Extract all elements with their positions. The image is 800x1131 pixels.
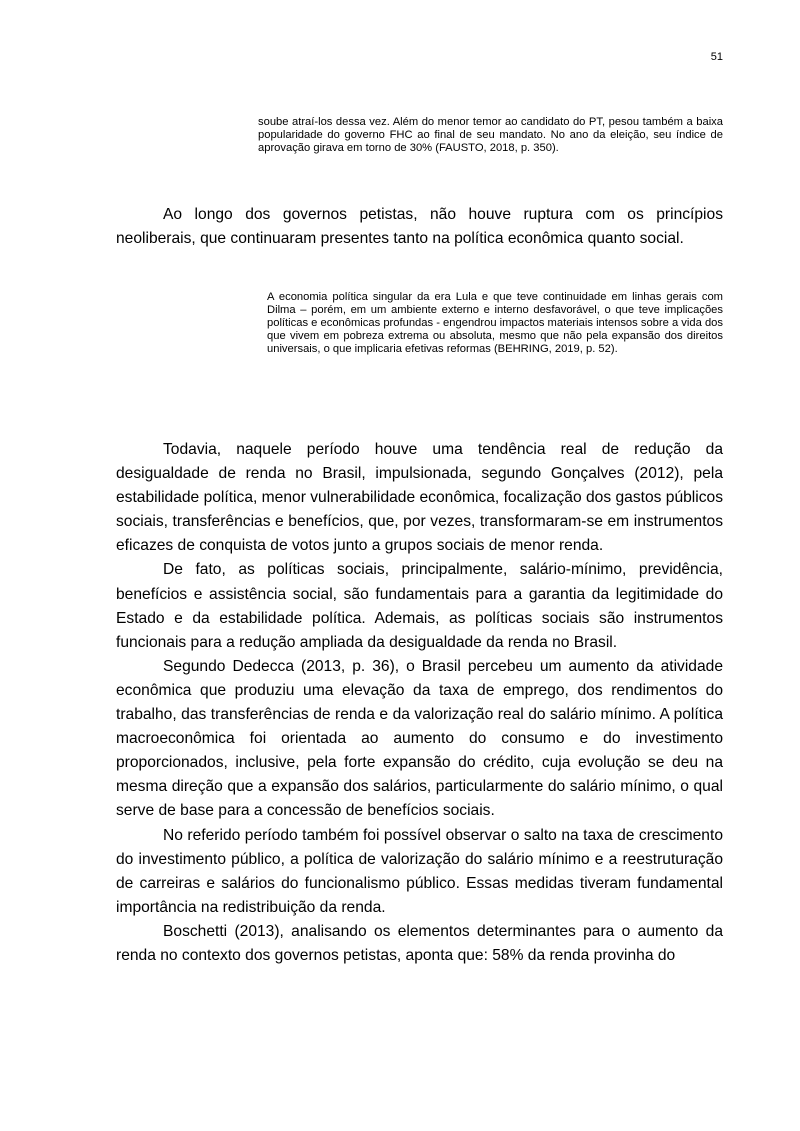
body-text-main [116,438,723,968]
paragraph: No referido período também foi possível observar o salto na taxa de crescimento do investimento público, a política de valorização do salário mínimo e a reestruturação de carreiras e salários do funcionalismo público. Essas medidas tiveram fundamental importância na redistribuição da renda. [116,826,723,916]
paragraph: De fato, as políticas sociais, principalmente, salário-mínimo, previdência, benefícios e assistência social, são fundamentais para a garantia da legitimidade do Estado e da estabilidade política. Ademais, as políticas sociais são instrumentos funcionais para a redução ampliada da desigualdade da renda no Brasil. [116,561,723,651]
block-quote-behring: A economia política singular da era Lula e que teve continuidade em linhas gerais com Dilma – porém, em um ambiente externo e interno desfavorável, o que teve implicações políticas e econômicas profundas - engendrou impactos materiais intensos sobre a vida dos que vivem em pobreza extrema ou absoluta, mesmo que não pela expansão dos direitos universais, o que implicaria efetivas reformas (BEHRING, 2019, p. 52). [267,291,723,355]
block-quote-fausto: soube atraí-los dessa vez. Além do menor temor ao candidato do PT, pesou também a baixa popularidade do governo FHC ao final de seu mandato. No ano da eleição, seu índice de aprovação girava em torno de 30% (FAUSTO, 2018, p. 350). [258,116,723,154]
body-text-intro [116,203,723,251]
paragraph: Segundo Dedecca (2013, p. 36), o Brasil percebeu um aumento da atividade econômica que produziu uma elevação da taxa de emprego, dos rendimentos do trabalho, das transferências de renda e da valorização real do salário mínimo. A política macroeconômica foi orientada ao aumento do consumo e do investimento proporcionados, inclusive, pela forte expansão do crédito, cuja evolução se deu na mesma direção que a expansão dos salários, particularmente do salário mínimo, o qual serve de base para a concessão de benefícios sociais. [116,657,723,820]
paragraph: Ao longo dos governos petistas, não houve ruptura com os princípios neoliberais, que continuaram presentes tanto na política econômica quanto social. [116,206,723,248]
page-number: 51 [710,51,723,63]
paragraph: Boschetti (2013), analisando os elementos determinantes para o aumento da renda no contexto dos governos petistas, aponta que: 58% da renda provinha do [116,922,723,964]
paragraph: Todavia, naquele período houve uma tendência real de redução da desigualdade de renda no Brasil, impulsionada, segundo Gonçalves (2012), pela estabilidade política, menor vulnerabilidade econômica, focalização dos gastos públicos sociais, transferências e benefícios, que, por vezes, transformaram-se em instrumentos eficazes de conquista de votos junto a grupos sociais de menor renda. [116,441,723,555]
